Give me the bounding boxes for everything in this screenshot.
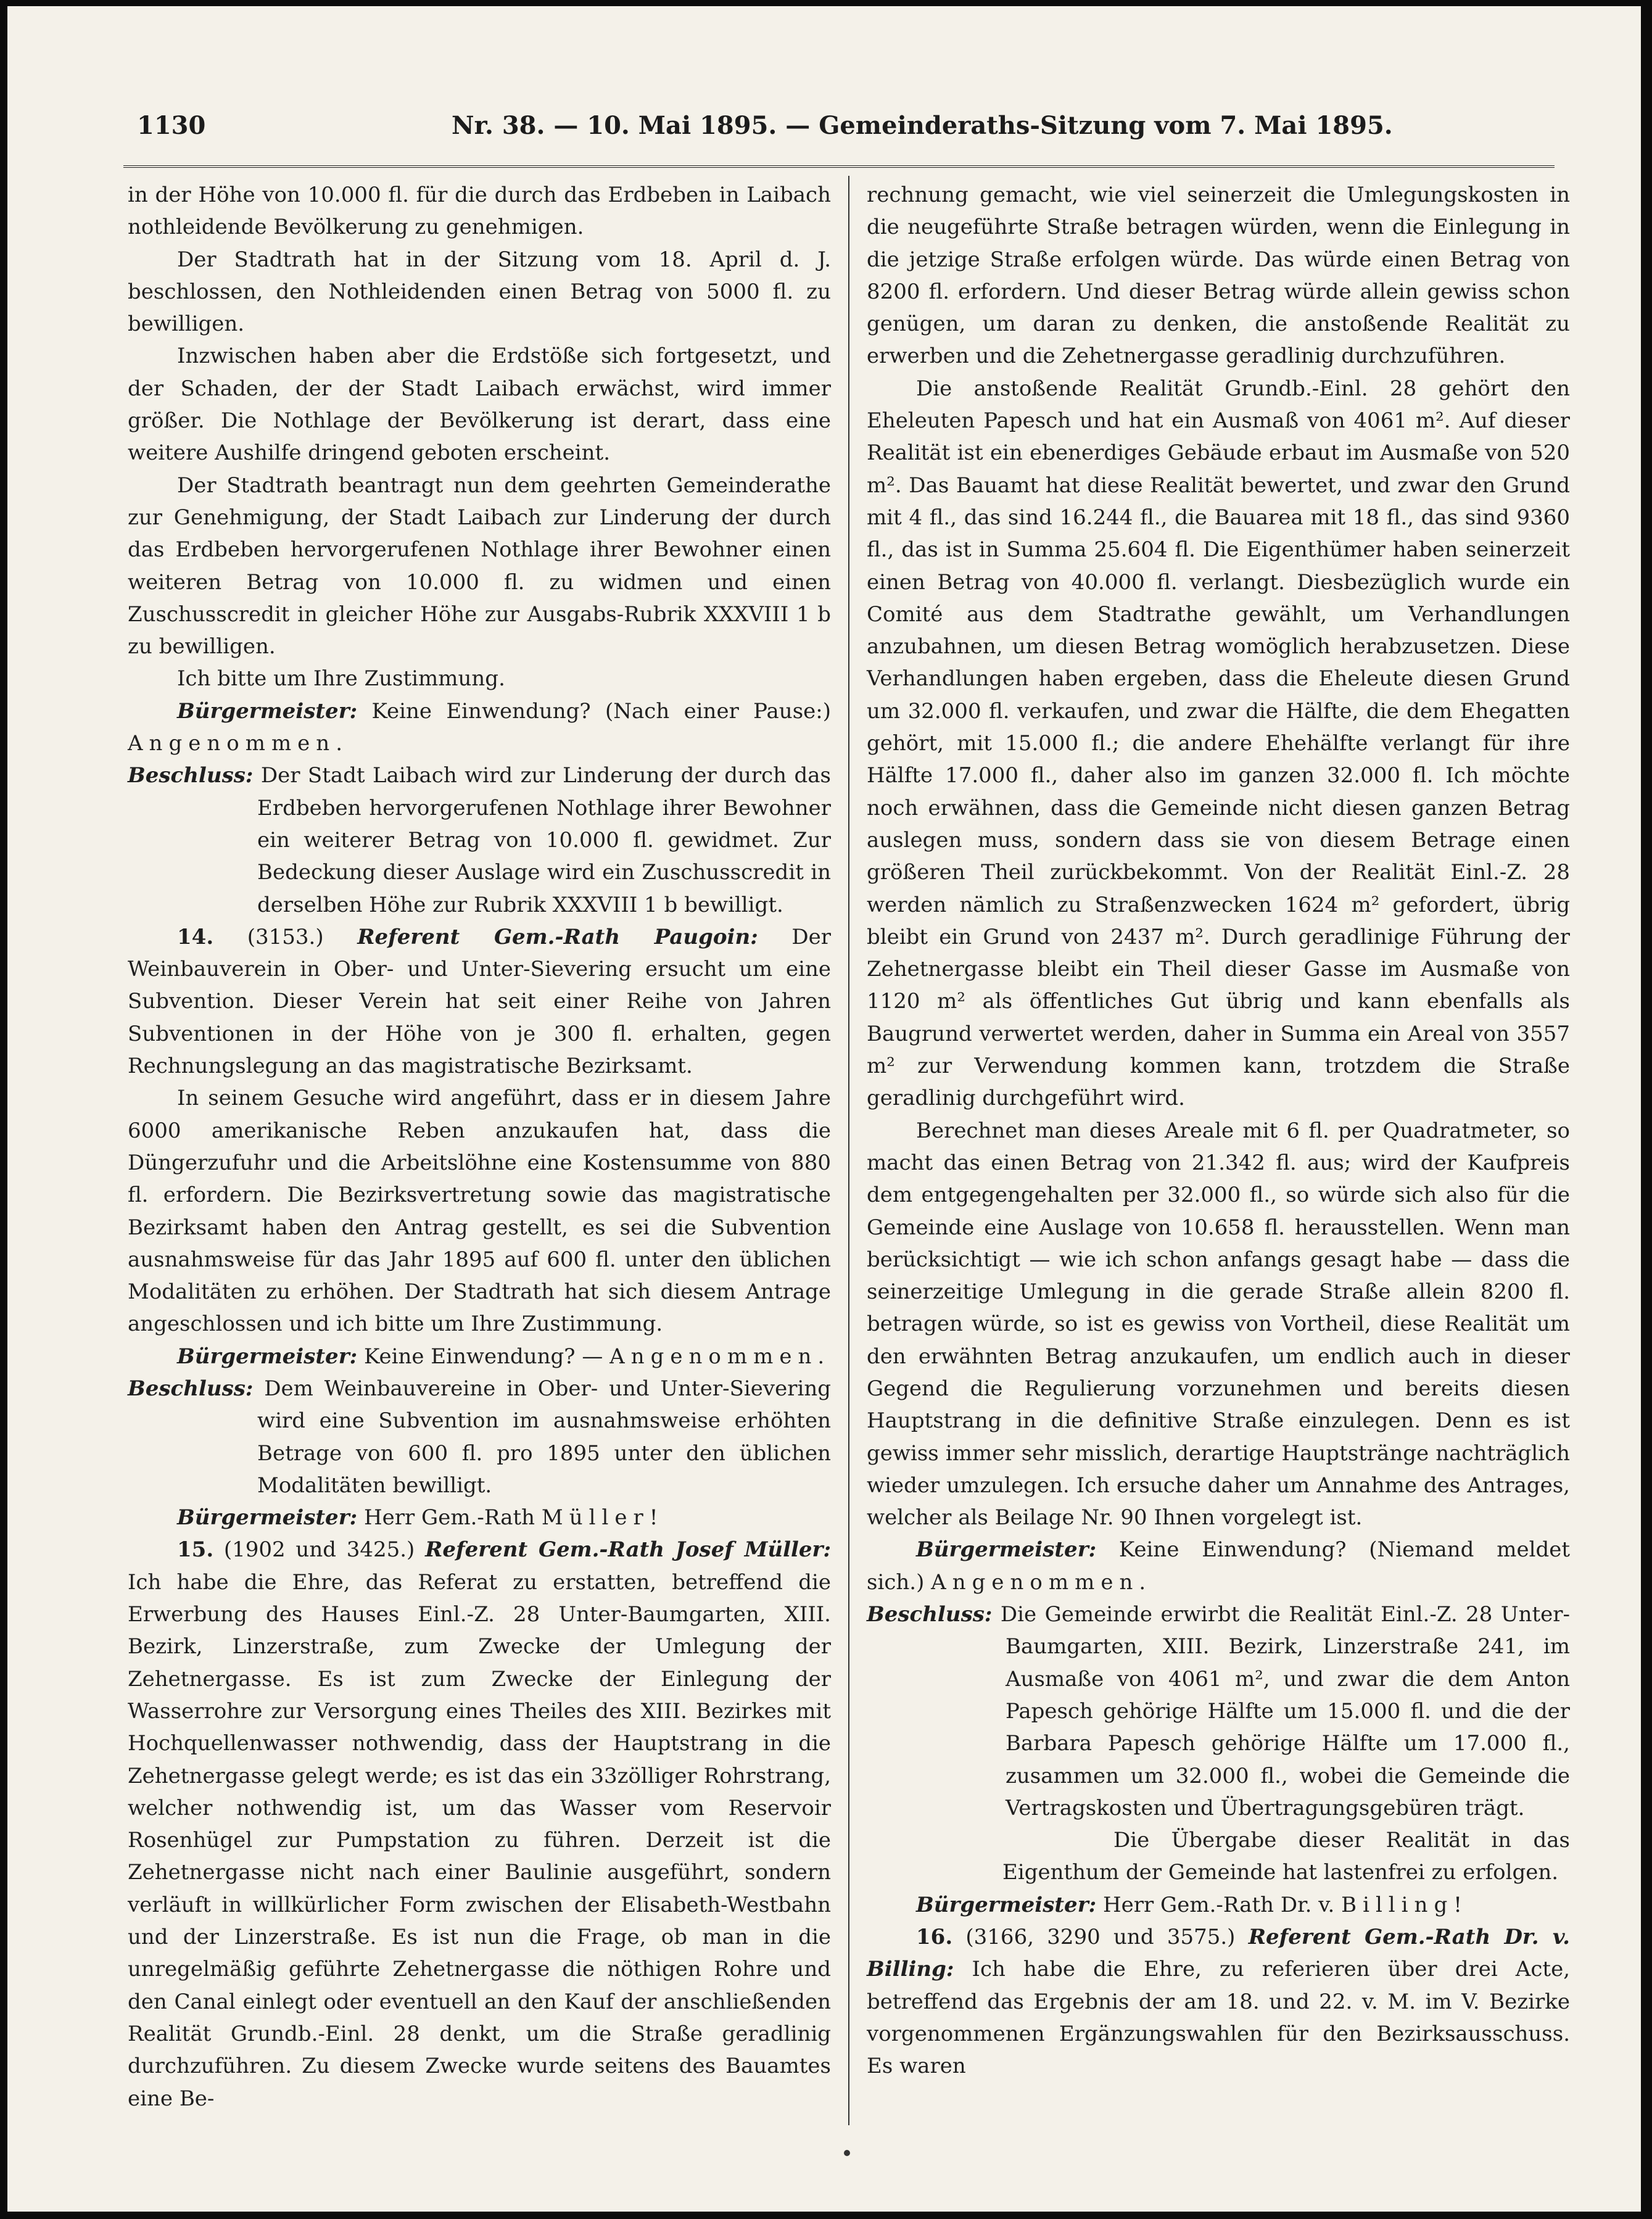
result-text: Angenommen. (128, 731, 349, 756)
item-text: Ich habe die Ehre, das Referat zu erstatten, betreffend die Erwerbung des Hauses Einl.-Z. 28 Unter-Baumgarten, XIII. Bezirk, Linzerstraße, zum Zwecke der Umlegung der Zehetnergasse. Es ist zum Zwecke der Einlegung der Wasserrohre zur Versorgung eines Theiles des XIII. Bezirkes mit Hochquellenwasser nothwendig, dass der Hauptstrang in die Zehetnergasse gelegt werde; es ist das ein 33zölliger Rohrstrang, welcher nothwendig ist, um das Wasser vom Reservoir Rosenhügel zur Pumpstation zu führen. Derzeit ist die Zehetnergasse nicht nach einer Baulinie ausgeführt, sondern verläuft in willkürlicher Form zwischen der Elisabeth-Westbahn und der Linzerstraße. Es ist nun die Frage, ob man in die unregelmäßig geführte Zehetnergasse die nöthigen Rohre und den Canal einlegt oder eventuell an den Kauf der anschließenden Realität Grundb.-Einl. 28 denkt, um die Straße geradlinig durchzuführen. Zu diesem Zwecke wurde seitens des Bauamtes eine Be- (128, 1569, 831, 2111)
right-column (867, 179, 1570, 2083)
resolution (128, 1373, 831, 1502)
item-number: 14. (177, 924, 214, 949)
item-reference: (3153.) (213, 924, 358, 949)
page-dot (844, 2150, 850, 2156)
remark-text: Herr Gem.-Rath (357, 1505, 542, 1531)
speaker-name: Müller! (541, 1505, 664, 1531)
referent-label: Referent Gem.-Rath Paugoin: (357, 924, 758, 949)
remark-text: Herr Gem.-Rath Dr. v. (1096, 1892, 1342, 1917)
paragraph: rechnung gemacht, wie viel seinerzeit die Umlegungskosten in die neugeführte Straße betragen würden, wenn die Einlegung in die jetzige Straße erfolgen würde. Das würde einen Betrag von 8200 fl. erfordern. Und dieser Betrag würde allein gewiss schon genügen, um daran zu denken, die anstoßende Realität zu erwerben und die Zehetnergasse geradlinig durchzuführen. (867, 183, 1570, 369)
referent-label: Referent Gem.-Rath Dr. v. Billing: (867, 1925, 1571, 1982)
resolution-label: Beschluss: (128, 763, 254, 788)
speaker-label: Bürgermeister: (916, 1537, 1097, 1563)
agenda-item-14 (128, 921, 831, 1082)
paragraph: Ich bitte um Ihre Zustimmung. (177, 666, 505, 692)
resolution-label: Beschluss: (867, 1602, 993, 1627)
resolution (128, 759, 831, 920)
paragraph: Berechnet man dieses Areale mit 6 fl. per Quadratmeter, so macht das einen Betrag von 21.342 fl. aus; wird der Kaufpreis dem entgegengehalten per 32.000 fl., so würde sich also für die Gemeinde eine Auslage von 10.658 fl. herausstellen. Wenn man berücksichtigt — wie ich schon anfangs gesagt habe — dass die seinerzeitige Umlegung in die gerade Straße allein 8200 fl. betragen würde, so ist es gewiss von Vortheil, diese Realität um den erwähnten Betrag anzukaufen, um endlich auch in dieser Gegend die Regulierung vorzunehmen und bereits diesen Hauptstrang in die definitive Straße einzulegen. Denn es ist gewiss immer sehr misslich, derartige Hauptstränge nachträglich wieder umzulegen. Ich ersuche daher um Annahme des Antrages, welcher als Beilage Nr. 90 Ihnen vorgelegt ist. (867, 1118, 1570, 1531)
paragraph: Der Stadtrath beantragt nun dem geehrten Gemeinderathe zur Genehmigung, der Stadt Laibach zur Linderung der durch das Erdbeben hervorgerufenen Nothlage ihrer Bewohner einen weiteren Betrag von 10.000 fl. zu widmen und einen Zuschusscredit in gleicher Höhe zur Ausgabs-Rubrik XXXVIII 1 b zu bewilligen. (128, 473, 831, 659)
remark-text: Keine Einwendung? (Niemand meldet sich.) (867, 1537, 1570, 1595)
speaker-label: Bürgermeister: (177, 1505, 358, 1531)
page-number: 1130 (137, 111, 206, 140)
page-header (125, 111, 1562, 148)
paragraph: Die anstoßende Realität Grundb.-Einl. 28 gehört den Eheleuten Papesch und hat ein Ausmaß von 4061 m². Auf dieser Realität ist ein ebenerdiges Gebäude erbaut im Ausmaße von 520 m². Das Bauamt hat diese Realität bewertet, und zwar den Grund mit 4 fl., das sind 16.244 fl., die Bauarea mit 18 fl., das sind 9360 fl., das ist in Summa 25.604 fl. Die Eigenthümer haben seinerzeit einen Betrag von 40.000 fl. verlangt. Diesbezüglich wurde ein Comité aus dem Stadtrathe gewählt, um Verhandlungen anzubahnen, um diesen Betrag womöglich herabzusetzen. Diese Verhandlungen haben ergeben, dass die Eheleute diesen Grund um 32.000 fl. verkaufen, und zwar die Hälfte, die dem Ehegatten gehört, mit 15.000 fl.; die andere Ehehälfte verlangt für ihre Hälfte 17.000 fl., daher also im ganzen 32.000 fl. Ich möchte noch erwähnen, dass die Gemeinde nicht diesen ganzen Betrag auslegen muss, sondern dass sie von diesem Betrage einen größeren Theil zurückbekommt. Von der Realität Einl.-Z. 28 werden nämlich zu Straßenzwecken 1624 m² gefordert, übrig bleibt ein Grund von 2437 m². Durch geradlinige Führung der Zehetnergasse bleibt ein Theil dieser Gasse im Ausmaße von 1120 m² als öffentliches Gut übrig und kann ebenfalls als Baugrund verwertet werden, daher in Summa ein Areal von 3557 m² zur Verwendung kommen kann, trotzdem die Straße geradlinig durchgeführt wird. (867, 376, 1570, 1111)
column-divider (848, 176, 849, 2125)
item-text: Ich habe die Ehre, zu referieren über drei Acte, betreffend das Ergebnis der am 18. und 22. v. M. im V. Bezirke vorgenommenen Ergänzungswahlen für den Bezirksausschuss. Es waren (867, 1957, 1570, 2079)
paragraph: Der Stadtrath hat in der Sitzung vom 18. April d. J. beschlossen, den Nothleidenden einen Betrag von 5000 fl. zu bewilligen. (128, 247, 831, 337)
resolution-text: Dem Weinbauvereine in Ober- und Unter-Sievering wird eine Subvention im ausnahmsweise erhöhten Betrage von 600 fl. pro 1895 unter den üblichen Modalitäten bewilligt. (253, 1376, 831, 1498)
remark-text: Keine Einwendung? — (357, 1344, 610, 1369)
resolution-label: Beschluss: (128, 1376, 254, 1401)
mayor-remark (128, 695, 831, 760)
paragraph: Inzwischen haben aber die Erdstöße sich fortgesetzt, und der Schaden, der der Stadt Laibach erwächst, wird immer größer. Die Nothlage der Bevölkerung ist derart, dass eine weitere Aushilfe dringend geboten erscheint. (128, 344, 831, 466)
item-reference: (3166, 3290 und 3575.) (952, 1925, 1249, 1950)
result-text: Angenommen. (931, 1569, 1152, 1595)
referent-label: Referent Gem.-Rath Josef Müller: (425, 1537, 832, 1563)
resolution-continuation: Die Übergabe dieser Realität in das Eigenthum der Gemeinde hat lastenfrei zu erfolgen. (1002, 1828, 1570, 1885)
left-column (128, 179, 831, 2115)
resolution-text: Die Gemeinde erwirbt die Realität Einl.-Z. 28 Unter-Baumgarten, XIII. Bezirk, Linzerstraße 241, im Ausmaße von 4061 m², und zwar die dem Anton Papesch gehörige Hälfte um 15.000 fl. und die der Barbara Papesch gehörige Hälfte um 17.000 fl., zusammen um 32.000 fl., wobei die Gemeinde die Vertragskosten und Übertragungsgebüren trägt. (992, 1602, 1570, 1820)
resolution (867, 1598, 1570, 1824)
agenda-item-15 (128, 1534, 831, 2114)
item-text: Der Weinbauverein in Ober- und Unter-Sievering ersucht um eine Subvention. Dieser Verein hat seit einer Reihe von Jahren Subventionen in der Höhe von je 300 fl. erhalten, gegen Rechnungslegung an das magistratische Bezirksamt. (128, 924, 831, 1079)
resolution-text: Der Stadt Laibach wird zur Linderung der durch das Erdbeben hervorgerufenen Nothlage ihrer Bewohner ein weiterer Betrag von 10.000 fl. gewidmet. Zur Bedeckung dieser Auslage wird ein Zuschusscredit in derselben Höhe zur Rubrik XXXVIII 1 b bewilligt. (253, 763, 831, 917)
speaker-label: Bürgermeister: (177, 698, 358, 724)
issue-title: Nr. 38. — 10. Mai 1895. — Gemeinderaths-Sitzung vom 7. Mai 1895. (452, 111, 1393, 140)
item-number: 15. (177, 1537, 214, 1563)
result-text: Angenommen. (609, 1344, 831, 1369)
header-rule (123, 165, 1555, 168)
item-reference: (1902 und 3425.) (213, 1537, 426, 1563)
remark-text: Keine Einwendung? (Nach einer Pause:) (357, 698, 831, 724)
mayor-remark (867, 1889, 1570, 1921)
speaker-label: Bürgermeister: (916, 1892, 1097, 1917)
speaker-label: Bürgermeister: (177, 1344, 358, 1369)
agenda-item-16 (867, 1921, 1570, 2082)
mayor-remark (128, 1502, 831, 1534)
paragraph: in der Höhe von 10.000 fl. für die durch das Erdbeben in Laibach nothleidende Bevölkerung zu genehmigen. (128, 183, 831, 240)
speaker-name: Billing! (1341, 1892, 1468, 1917)
item-number: 16. (916, 1925, 953, 1950)
mayor-remark (867, 1534, 1570, 1598)
paragraph: In seinem Gesuche wird angeführt, dass er in diesem Jahre 6000 amerikanische Reben anzukaufen hat, dass die Düngerzufuhr und die Arbeitslöhne eine Kostensumme von 880 fl. erfordern. Die Bezirksvertretung sowie das magistratische Bezirksamt haben den Antrag gestellt, es sei die Subvention ausnahmsweise für das Jahr 1895 auf 600 fl. unter den üblichen Modalitäten zu erhöhen. Der Stadtrath hat sich diesem Antrage angeschlossen und ich bitte um Ihre Zustimmung. (128, 1086, 831, 1337)
mayor-remark (128, 1341, 831, 1373)
